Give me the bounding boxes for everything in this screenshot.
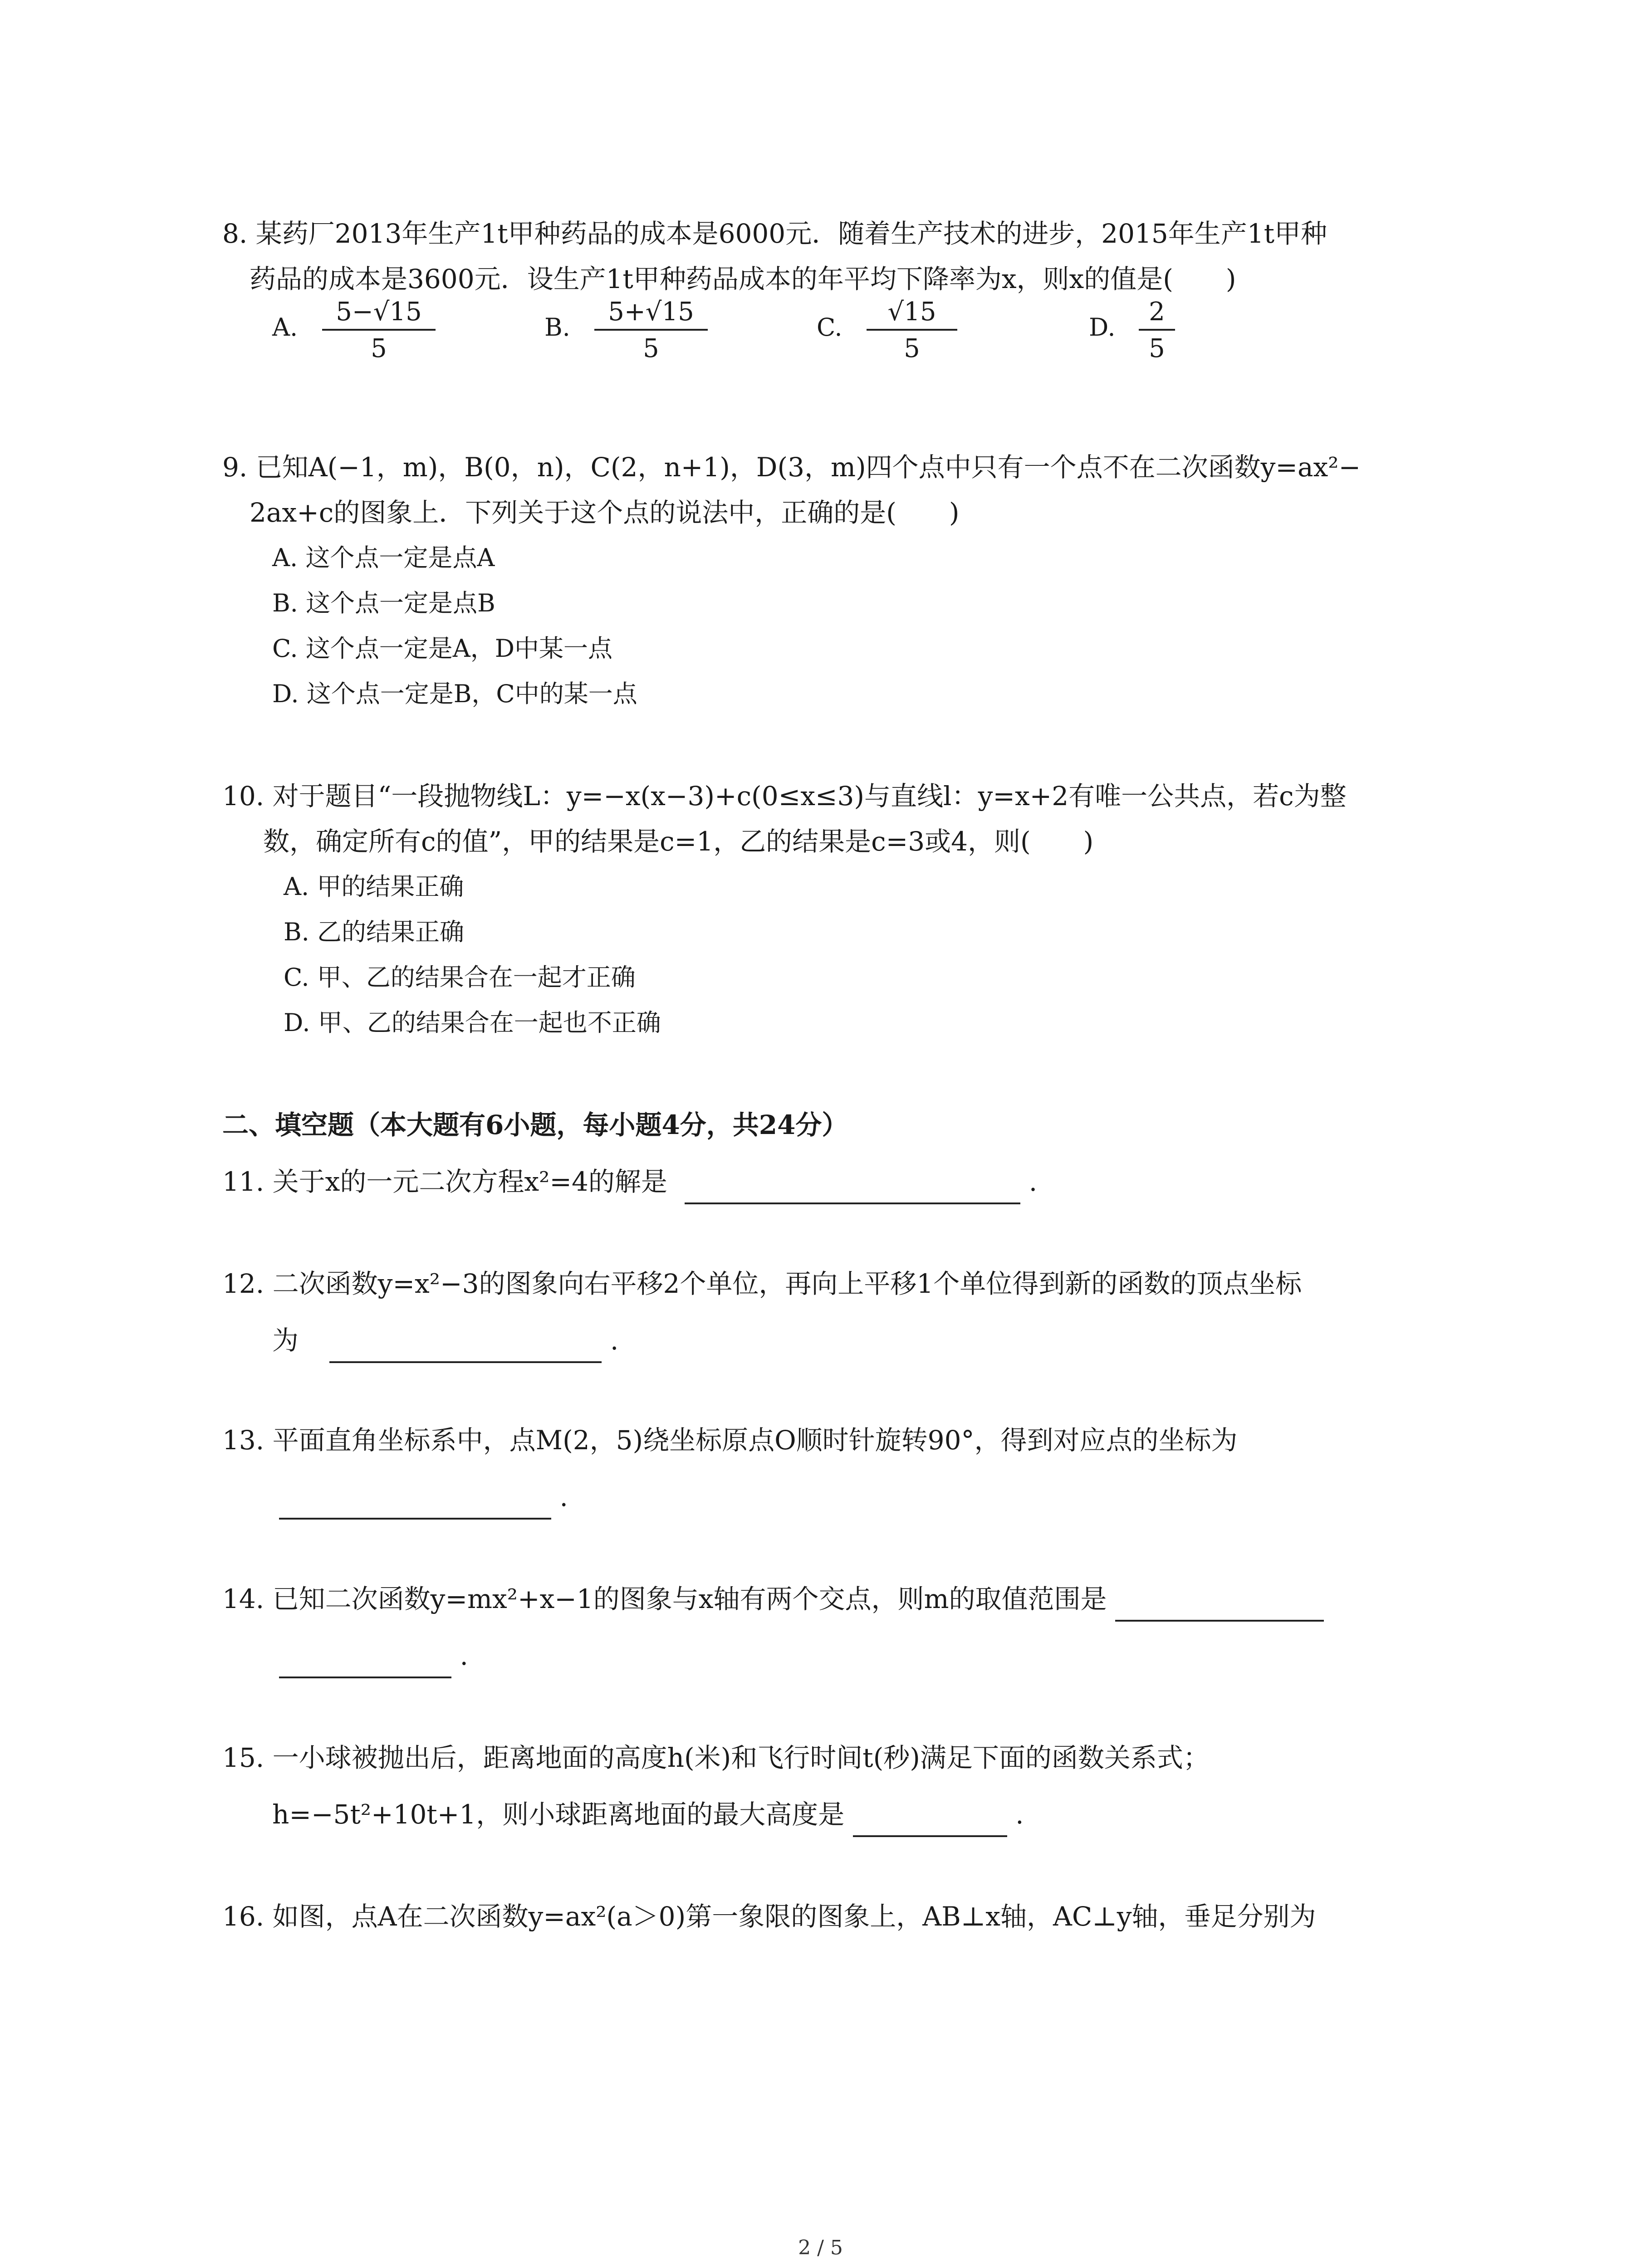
denominator: 5 [371,334,387,363]
answer-blank[interactable] [853,1799,1007,1837]
q10-option-d[interactable]: D. 甲、乙的结果合在一起也不正确 [284,1008,661,1037]
option-label: D. [1089,313,1116,342]
answer-blank-continued[interactable] [279,1640,451,1678]
fraction [1139,295,1175,367]
q12-text: 为 [272,1325,299,1356]
q11-text: 11. 关于x的一元二次方程x²=4的解是 [222,1166,667,1197]
q8-line1: 8. 某药厂2013年生产1t甲种药品的成本是6000元．随着生产技术的进步，2015年生产1t甲种 [222,218,1327,249]
denominator: 5 [1149,334,1165,363]
fraction [322,295,436,367]
numerator: 2 [1149,297,1165,327]
q14-line1 [222,1581,1324,1622]
q9-line1: 9. 已知A(−1，m)，B(0，n)，C(2，n+1)，D(3，m)四个点中只有一个点不在二次函数y=ax²− [222,452,1361,483]
q15-text: h=−5t²+10t+1，则小球距离地面的最大高度是 [272,1799,845,1830]
q12-line1: 12. 二次函数y=x²−3的图象向右平移2个单位，再向上平移1个单位得到新的函数的顶点坐标 [222,1268,1302,1299]
q10-option-b[interactable]: B. 乙的结果正确 [284,918,465,946]
q15-line1: 15. 一小球被抛出后，距离地面的高度h(米)和飞行时间t(秒)满足下面的函数关系式； [222,1742,1210,1773]
numerator: 5−√15 [336,297,422,327]
q13-line1: 13. 平面直角坐标系中，点M(2，5)绕坐标原点O顺时针旋转90°，得到对应点的坐标为 [222,1425,1238,1456]
option-label: C. [817,313,843,342]
section-heading: 二、填空题（本大题有6小题，每小题4分，共24分） [222,1110,848,1140]
q15-line2 [272,1796,1024,1837]
q11 [222,1163,1037,1204]
answer-blank[interactable] [279,1481,551,1520]
denominator: 5 [904,334,920,363]
option-label: B. [544,313,570,342]
page-number: 2 / 5 [798,2236,843,2259]
q9-option-b[interactable]: B. 这个点一定是点B [272,589,495,617]
q12-line2 [272,1322,618,1363]
q16-line1: 16. 如图，点A在二次函数y=ax²(a＞0)第一象限的图象上，AB⊥x轴，AC⊥y轴，垂足分别为 [222,1901,1316,1932]
q9-line2: 2ax+c的图象上．下列关于这个点的说法中，正确的是( ) [250,497,960,528]
q14-text: 14. 已知二次函数y=mx²+x−1的图象与x轴有两个交点，则m的取值范围是 [222,1584,1107,1614]
denominator: 5 [643,334,659,363]
q13-line2 [279,1479,568,1520]
q8-line2: 药品的成本是3600元．设生产1t甲种药品成本的年平均下降率为x，则x的值是( ) [250,264,1236,294]
answer-blank[interactable] [329,1325,602,1363]
q10-line1: 10. 对于题目“一段抛物线L：y=−x(x−3)+c(0≤x≤3)与直线l：y=x+2有唯一公共点，若c为整 [222,781,1347,811]
numerator: 5+√15 [608,297,694,327]
q10-line2: 数，确定所有c的值”，甲的结果是c=1，乙的结果是c=3或4，则( ) [263,826,1094,857]
period: . [559,1481,568,1512]
answer-blank[interactable] [685,1166,1020,1204]
q9-option-d[interactable]: D. 这个点一定是B，C中的某一点 [272,679,637,708]
q9-option-c[interactable]: C. 这个点一定是A，D中某一点 [272,634,613,663]
answer-blank[interactable] [1115,1584,1324,1622]
period: . [460,1640,468,1671]
q10-option-c[interactable]: C. 甲、乙的结果合在一起才正确 [284,963,636,992]
period: . [610,1325,619,1356]
fraction [594,295,708,367]
period: . [1029,1166,1038,1197]
numerator: √15 [887,297,936,327]
q9-option-a[interactable]: A. 这个点一定是点A [272,543,495,572]
q10-option-a[interactable]: A. 甲的结果正确 [284,872,464,901]
fraction [867,295,957,367]
period: . [1015,1799,1024,1830]
option-label: A. [272,313,298,342]
q14-line2 [279,1637,468,1678]
